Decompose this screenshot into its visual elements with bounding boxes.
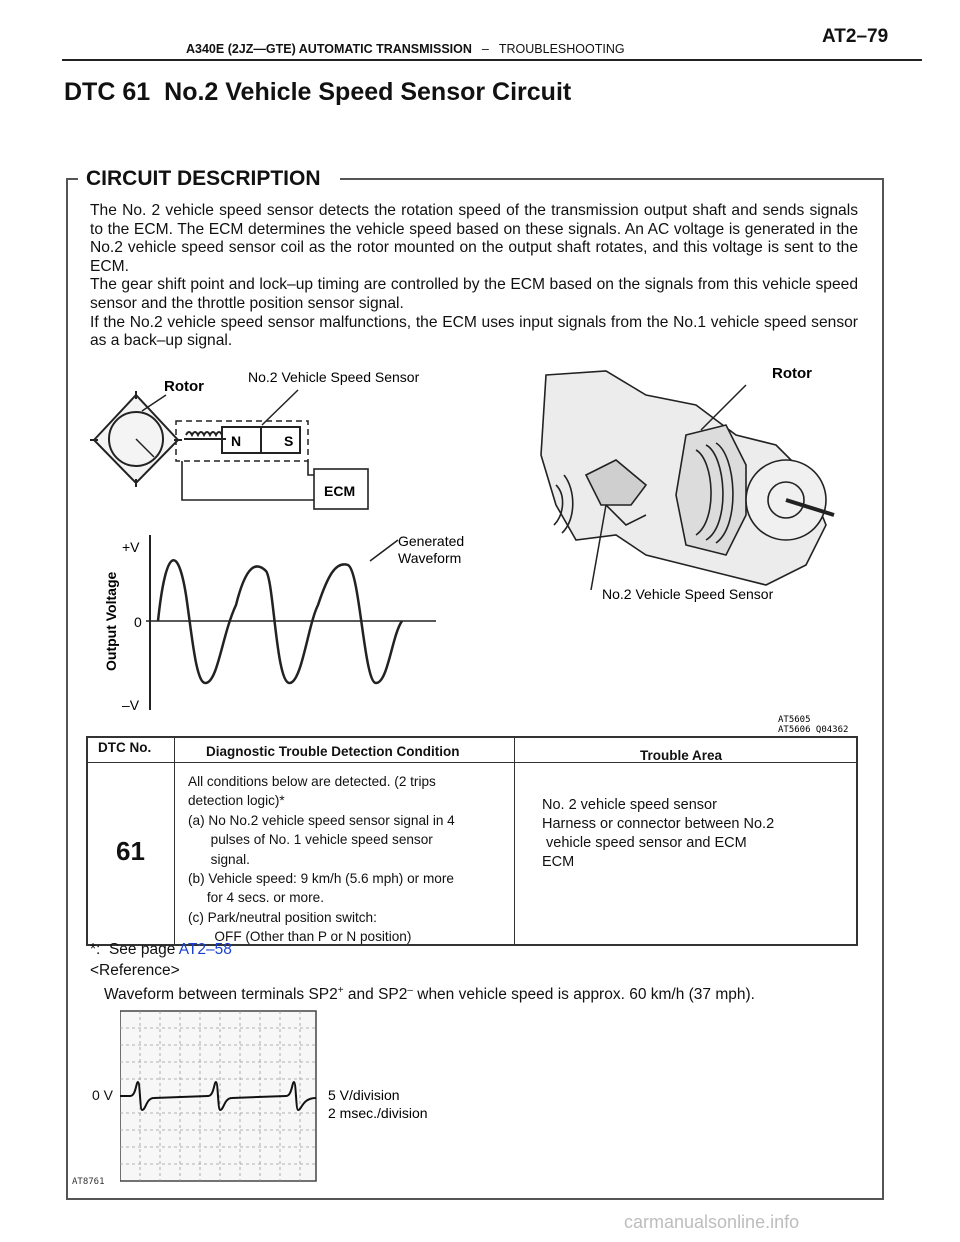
- scope-scale-voltage: 5 V/division: [328, 1087, 400, 1103]
- oscilloscope-figure: [120, 1010, 480, 1185]
- ecm-label: ECM: [324, 483, 356, 499]
- condition-line: OFF (Other than P or N position): [188, 929, 412, 945]
- col-header-condition: Diagnostic Trouble Detection Condition: [206, 744, 460, 759]
- axis-plus-v: +V: [122, 539, 140, 555]
- magnet-n-label: N: [231, 433, 242, 449]
- header-separator: –: [481, 42, 489, 56]
- scope-scale-time: 2 msec./division: [328, 1105, 428, 1121]
- desc-paragraph-1: The No. 2 vehicle speed sensor detects the rotation speed of the transmission output shaft and sends signals to the ECM. The ECM determines the vehicle speed based on these signals. An AC voltage is generated in the No.2 vehicle speed sensor coil as the rotor mounted on the output shaft rotates, and this voltage is sent to the ECM.: [90, 202, 858, 275]
- waveform-caption: [104, 985, 755, 1004]
- condition-line: (b) Vehicle speed: 9 km/h (5.6 mph) or more: [188, 871, 454, 887]
- sensor-diagram: [86, 365, 856, 735]
- condition-line: signal.: [188, 851, 250, 867]
- sensor-leader-top: [262, 390, 298, 425]
- caption-part-a: Waveform between terminals SP2: [104, 986, 338, 1004]
- footnote-prefix: *: See page: [90, 941, 179, 958]
- scope-zero-label: 0 V: [92, 1087, 114, 1103]
- waveform-plot: [146, 535, 436, 710]
- col-header-dtc: DTC No.: [98, 740, 152, 755]
- caption-part-b: and SP2: [343, 986, 408, 1004]
- rotor-label: Rotor: [164, 378, 204, 395]
- dtc-number: 61: [116, 836, 145, 866]
- axis-title: Output Voltage: [103, 571, 119, 671]
- figure-code-2: AT5606 Q04362: [778, 725, 849, 735]
- condition-line: (c) Park/neutral position switch:: [188, 909, 377, 925]
- table-header-rule: [88, 762, 856, 763]
- rotor-drawing: [90, 391, 182, 487]
- reference-label: <Reference>: [90, 962, 180, 979]
- condition-line: All conditions below are detected. (2 trips: [188, 774, 436, 789]
- condition-line: pulses of No. 1 vehicle speed sensor: [188, 832, 433, 848]
- condition-line: (a) No No.2 vehicle speed sensor signal in 4: [188, 812, 455, 828]
- trouble-area-line: vehicle speed sensor and ECM: [542, 835, 747, 851]
- waveform-label-2: Waveform: [398, 550, 462, 566]
- magnet-s-label: S: [284, 433, 294, 449]
- trouble-areas: [542, 796, 774, 872]
- sensor-label-bottom: No.2 Vehicle Speed Sensor: [602, 586, 774, 602]
- circuit-description: [90, 202, 858, 351]
- dtc-name-title: No.2 Vehicle Speed Sensor Circuit: [164, 78, 572, 106]
- waveform-label-1: Generated: [398, 533, 465, 549]
- header-rule: [62, 59, 922, 61]
- page-link[interactable]: AT2–58: [178, 941, 232, 958]
- table-divider-2: [514, 738, 515, 944]
- footnote-see-page: [90, 941, 232, 959]
- detection-conditions: [188, 772, 455, 947]
- desc-paragraph-2: The gear shift point and lock–up timing are controlled by the ECM based on the signals from this vehicle speed sensor and the throttle position sensor signal.: [90, 276, 858, 312]
- condition-line: for 4 secs. or more.: [188, 890, 324, 906]
- desc-paragraph-3: If the No.2 vehicle speed sensor malfunctions, the ECM uses input signals from the No.1 vehicle speed sensor as a back–up signal.: [90, 313, 858, 350]
- rotor-leader: [142, 395, 166, 411]
- transmission-illustration: [541, 371, 834, 590]
- trouble-area-line: Harness or connector between No.2: [542, 816, 775, 832]
- page-title: [64, 78, 571, 107]
- axis-zero: 0: [134, 614, 142, 630]
- caption-part-c: when vehicle speed is approx. 60 km/h (37 mph).: [412, 986, 755, 1004]
- photo-rotor-label: Rotor: [772, 365, 812, 382]
- dtc-table: [86, 736, 858, 946]
- figure-code-1: AT5605: [778, 715, 811, 725]
- col-header-area: Trouble Area: [640, 748, 723, 763]
- caption-plus: +: [337, 985, 344, 996]
- caption-minus: –: [407, 985, 413, 996]
- trouble-area-line: No. 2 vehicle speed sensor: [542, 797, 717, 813]
- trouble-area-line: ECM: [542, 854, 575, 870]
- header-section: A340E (2JZ—GTE) AUTOMATIC TRANSMISSION: [186, 42, 472, 56]
- page-number: AT2–79: [822, 26, 889, 47]
- condition-line: detection logic)*: [188, 793, 285, 809]
- axis-minus-v: –V: [122, 697, 140, 713]
- running-header: [186, 42, 625, 56]
- table-divider-1: [174, 738, 175, 944]
- site-watermark: carmanualsonline.info: [624, 1212, 800, 1232]
- scope-figure-code: AT8761: [72, 1177, 105, 1187]
- section-heading: CIRCUIT DESCRIPTION: [86, 167, 321, 190]
- sensor-label-top: No.2 Vehicle Speed Sensor: [248, 369, 420, 385]
- dtc-code-title: DTC 61: [64, 78, 151, 106]
- header-subsection: TROUBLESHOOTING: [498, 42, 625, 56]
